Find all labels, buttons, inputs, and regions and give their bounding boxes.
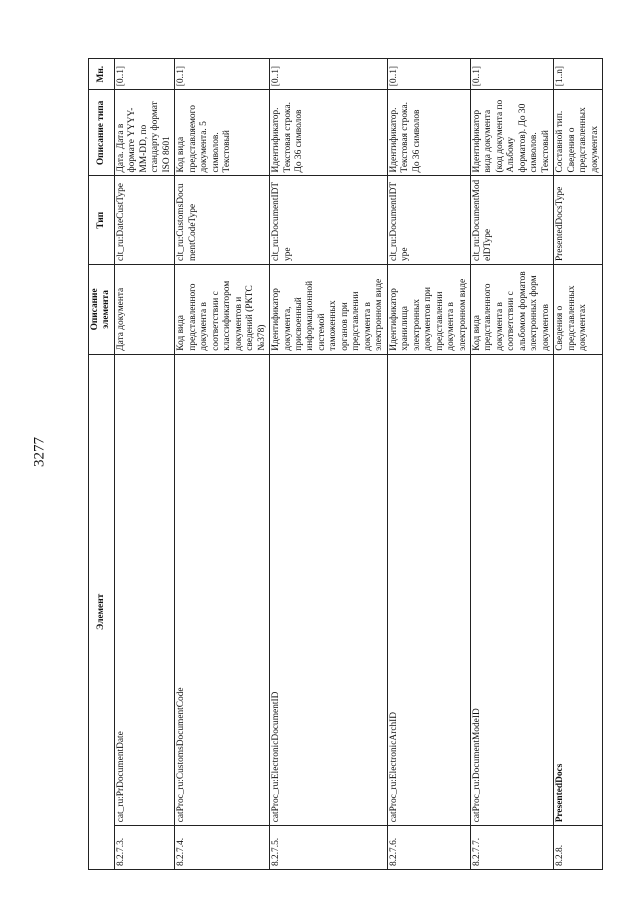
blank-cell <box>554 35 603 59</box>
type-description: Идентификатор. Текстовая строка. До 36 символов <box>270 90 388 176</box>
element-description: Дата документа <box>114 265 174 355</box>
blank-cell <box>270 35 388 59</box>
blank-cell <box>471 35 554 59</box>
element-description: Сведения о представленных документах <box>554 265 603 355</box>
multiplicity: [1..n] <box>554 59 603 90</box>
type-description: Код вида представляемого документа. 5 символов. Текстовый <box>175 90 270 176</box>
header-mn: Мн. <box>89 59 115 90</box>
element-type: clt_ru:DocumentIDType <box>270 176 388 265</box>
header-element-desc: Описание элемента <box>89 265 115 355</box>
row-number: 8.2.8. <box>554 826 603 870</box>
header-type: Тип <box>89 176 115 265</box>
row-number: 8.2.7.6. <box>387 826 470 870</box>
element-description: Идентификатор хранилища электронных документов при представлении документа в электронном виде <box>387 265 470 355</box>
header-type-desc: Описание типа <box>89 90 115 176</box>
blank-cell <box>175 35 270 59</box>
row-number: 8.2.7.7. <box>471 826 554 870</box>
element-name: cat_ru:PrDocumentDate <box>114 354 174 826</box>
header-element: Элемент <box>89 354 115 869</box>
element-spec-table <box>88 34 603 870</box>
row-number: 8.2.7.5. <box>270 826 388 870</box>
rotated-table-container <box>88 34 600 870</box>
table-body <box>114 35 602 870</box>
element-name: catProc_ru:ElectronicArchID <box>387 354 470 826</box>
type-description: Идентификатор. Текстовая строка. До 36 символов <box>387 90 470 176</box>
multiplicity: [0..1] <box>270 59 388 90</box>
element-description: Идентификатор документа, присвоенный информационной системой таможенных органов при представлении документа в электронном виде <box>270 265 388 355</box>
blank-cell <box>387 35 470 59</box>
row-number: 8.2.7.3. <box>114 826 174 870</box>
table-header <box>89 35 115 870</box>
table-row <box>471 35 554 870</box>
element-name: catProc_ru:DocumentModeID <box>471 354 554 826</box>
table-row <box>270 35 388 870</box>
element-type: clt_ru:DateCustType <box>114 176 174 265</box>
blank-cell <box>89 35 115 59</box>
element-type: clt_ru:CustomsDocumentCodeType <box>175 176 270 265</box>
table-row <box>175 35 270 870</box>
element-type: clt_ru:DocumentModelDType <box>471 176 554 265</box>
multiplicity: [0..1] <box>471 59 554 90</box>
row-number: 8.2.7.4. <box>175 826 270 870</box>
element-type: clt_ru:DocumentIDType <box>387 176 470 265</box>
table-row <box>554 35 603 870</box>
element-name: catProc_ru:CustomsDocumentCode <box>175 354 270 826</box>
element-description: Код вида представленного документа в соответствии с классификатором документов и сведений (РКТС №378) <box>175 265 270 355</box>
multiplicity: [0..1] <box>114 59 174 90</box>
blank-cell <box>114 35 174 59</box>
type-description: Дата. Дата в формате YYYY-MM-DD, по стандарту формат ISO 8601 <box>114 90 174 176</box>
multiplicity: [0..1] <box>175 59 270 90</box>
element-type: PresentedDocsType <box>554 176 603 265</box>
table-row <box>387 35 470 870</box>
page-number: 3277 <box>31 437 48 467</box>
type-description: Идентификатор вида документа (код документа по Альбому форматов). До 30 символов. Текстовый <box>471 90 554 176</box>
type-description: Составной тип. Сведения о представленных документах <box>554 90 603 176</box>
element-name: PresentedDocs <box>554 354 603 826</box>
multiplicity: [0..1] <box>387 59 470 90</box>
table-row <box>114 35 174 870</box>
element-name: catProc_ru:ElectronicDocumentID <box>270 354 388 826</box>
element-description: Код вида представленного документа в соответствии с альбомом форматов электронных форм документов <box>471 265 554 355</box>
